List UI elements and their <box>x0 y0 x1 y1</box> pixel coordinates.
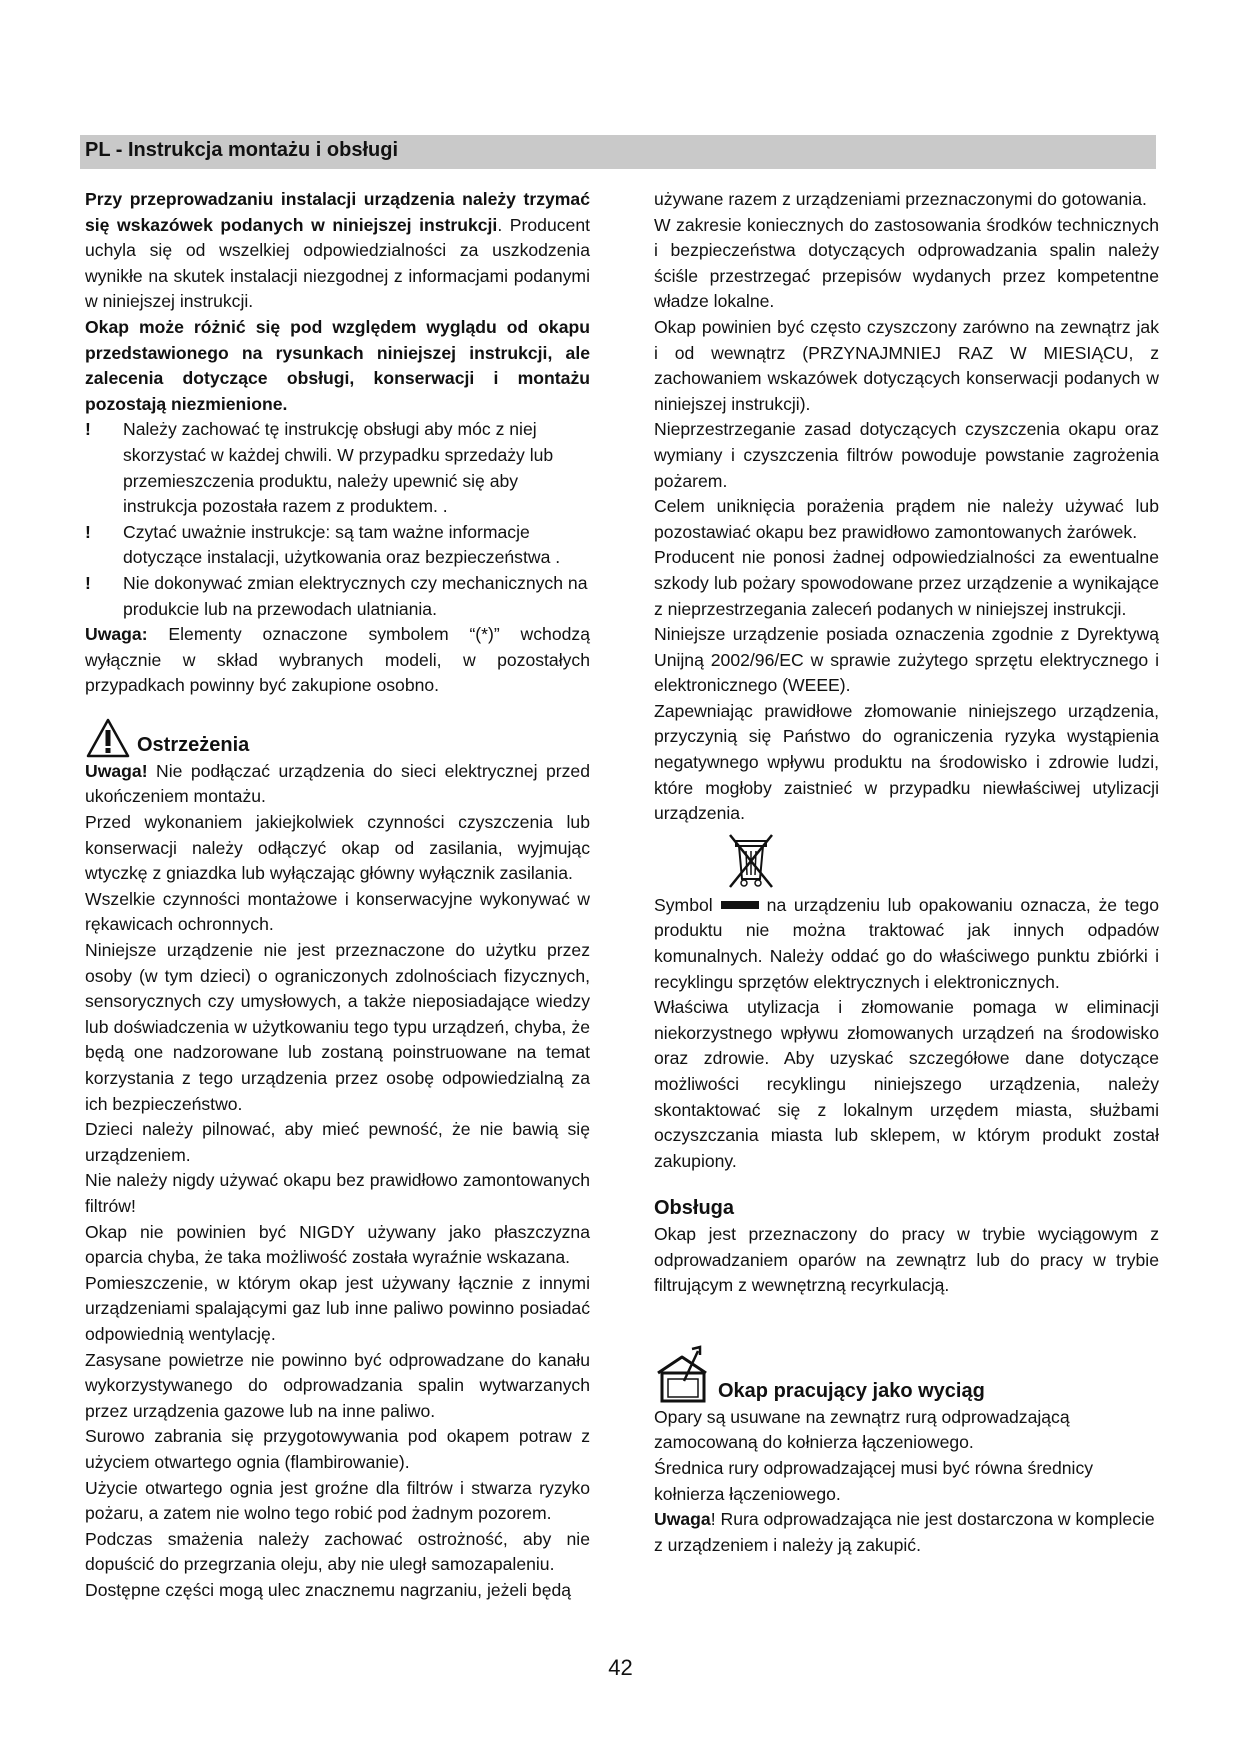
intro-text: Producent uchyla się od wszelkiej odpowiedzialności za uszkodzenia wynikłe na skutek instalacji niezgodnej z informacjami podanymi w niniejszej instrukcji. <box>85 214 590 312</box>
warning-paragraph: Przed wykonaniem jakiejkolwiek czynności czyszczenia lub konserwacji należy odłączyć okap od zasilania, wyjmując wtyczkę z gniazdka lub wyłączając główny wyłącznik zasilania. <box>85 812 590 884</box>
uwaga-label: Uwaga: <box>85 624 148 645</box>
bullet-item <box>85 520 590 571</box>
warning-uwaga-text: Nie podłączać urządzenia do sieci elektrycznej przed ukończeniem montażu. <box>85 760 590 807</box>
text-paragraph: Celem uniknięcia porażenia prądem nie należy używać lub pozostawiać okapu bez prawidłowo zamontowanych żarówek. <box>654 496 1159 542</box>
house-duct-icon <box>654 1343 714 1405</box>
warning-paragraph: Podczas smażenia należy zachować ostrożność, aby nie dopuścić do przegrzania oleju, aby nie uległ samozapaleniu. <box>85 1528 590 1575</box>
obsluga-title: Obsługa <box>654 1197 735 1220</box>
warning-uwaga-label: Uwaga! <box>85 760 148 781</box>
intro-dot: . <box>497 214 503 235</box>
symbol-bar-icon <box>721 901 759 909</box>
warning-triangle-icon <box>85 717 131 759</box>
warning-paragraph: Niniejsze urządzenie nie jest przeznaczone do użytku przez osoby (w tym dzieci) o ograniczonych zdolnościach fizycznych, sensorycznych czy umysłowych, a także nieposiadające wiedzy lub doświadczenia w użytkowaniu tego typu urządzeń, chyba, że będą one nadzorowane lub zostaną poinstruowane na temat korzystania z tego urządzenia przez osobę odpowiedzialną za ich bezpieczeństwo. <box>85 940 590 1114</box>
bullet-text: Należy zachować tę instrukcję obsługi aby móc z niej skorzystać w każdej chwili. W przypadku sprzedaży lub przemieszczenia produktu, należy upewnić się aby instrukcja pozostała razem z produktem. . <box>123 419 554 517</box>
text-paragraph: używane razem z urządzeniami przeznaczonymi do gotowania. <box>654 189 1147 209</box>
wyciag-uwaga-text: ! Rura odprowadzająca nie jest dostarczona w komplecie z urządzeniem i należy ją zakupić. <box>654 1509 1155 1555</box>
appearance-note: Okap może różnić się pod względem wyglądu od okapu przedstawionego na rysunkach niniejszej instrukcji, ale zalecenia dotyczące obsługi, konserwacji i montażu pozostają niezmienione. <box>85 316 590 414</box>
uwaga-text: Elementy oznaczone symbolem “(*)” wchodzą wyłącznie w skład wybranych modeli, w pozostałych przypadkach powinny być zakupione osobno. <box>85 624 590 696</box>
crossed-bin-icon <box>724 831 778 891</box>
warning-paragraph: Zasysane powietrze nie powinno być odprowadzane do kanału wykorzystywanego do odprowadzania spalin wytwarzanych przez urządzenia gazowe lub na inne paliwo. <box>85 1349 590 1421</box>
obsluga-paragraph: Okap jest przeznaczony do pracy w trybie wyciągowym z odprowadzaniem oparów na zewnątrz lub do pracy w trybie filtrującym z wewnętrzną recyrkulacją. <box>654 1223 1159 1296</box>
warning-paragraph: Dostępne części mogą ulec znacznemu nagrzaniu, jeżeli będą <box>85 1579 572 1600</box>
warning-paragraph: Użycie otwartego ognia jest groźne dla filtrów i stwarza ryzyko pożaru, a zatem nie wolno tego robić pod żadnym pozorem. <box>85 1477 590 1524</box>
warning-paragraph: Nie należy nigdy używać okapu bez prawidłowo zamontowanych filtrów! <box>85 1170 590 1216</box>
bullet-text: Nie dokonywać zmian elektrycznych czy mechanicznych na produkcie lub na przewodach ulatniania. <box>123 572 588 619</box>
weee-symbol <box>724 831 1159 891</box>
section-title: PL - Instrukcja montażu i obsługi <box>85 139 398 161</box>
text-paragraph: Nieprzestrzeganie zasad dotyczących czyszczenia okapu oraz wymiany i czyszczenia filtrów powoduje powstanie zagrożenia pożarem. <box>654 419 1159 491</box>
exclamation-icon: ! <box>85 419 91 440</box>
warning-paragraph: Pomieszczenie, w którym okap jest używany łącznie z innymi urządzeniami spalającymi gaz lub inne paliwo powinno posiadać odpowiednią wentylację. <box>85 1272 590 1344</box>
bullet-text: Czytać uważnie instrukcje: są tam ważne informacje dotyczące instalacji, użytkowania oraz bezpieczeństwa . <box>123 521 561 568</box>
warnings-title: Ostrzeżenia <box>137 734 250 757</box>
warning-paragraph: Wszelkie czynności montażowe i konserwacyjne wykonywać w rękawicach ochronnych. <box>85 888 590 935</box>
warnings-heading <box>85 713 590 759</box>
wyciag-uwaga <box>654 1507 1159 1558</box>
text-paragraph: Producent nie ponosi żadnej odpowiedzialności za ewentualne szkody lub pożary spowodowane przez urządzenie a wynikające z nieprzestrzegania zaleceń podanych w niniejszej instrukcji. <box>654 547 1159 619</box>
warning-paragraph: Dzieci należy pilnować, aby mieć pewność, że nie bawią się urządzeniem. <box>85 1119 590 1165</box>
section-header <box>80 135 1156 169</box>
intro-bold-text: Przy przeprowadzaniu instalacji urządzenia należy trzymać się wskazówek podanych w niniejszej instrukcji <box>85 189 590 235</box>
wyciag-paragraph: Średnica rury odprowadzającej musi być równa średnicy kołnierza łączeniowego. <box>654 1457 1094 1504</box>
symbol-paragraph <box>654 893 1159 995</box>
bullet-item <box>85 417 590 519</box>
page-number: 42 <box>608 1655 633 1680</box>
left-column <box>85 187 590 1603</box>
warning-uwaga <box>85 759 590 810</box>
exclamation-icon: ! <box>85 572 91 593</box>
recycling-paragraph: Właściwa utylizacja i złomowanie pomaga w eliminacji niekorzystnego wpływu złomowanych urządzeń na środowisko oraz zdrowie. Aby uzyskać szczegółowe dane dotyczące możliwości recyklingu niniejszego urządzenia, należy skontaktować się z lokalnym urzędem miasta, służbami oczyszczania miasta lub sklepem, w którym produkt został zakupiony. <box>654 997 1159 1171</box>
text-paragraph: W zakresie koniecznych do zastosowania środków technicznych i bezpieczeństwa dotyczących odprowadzania spalin należy ściśle przestrzegać przepisów wydanych przez kompetentne władze lokalne. <box>654 214 1159 312</box>
symbol-label: Symbol <box>654 894 713 915</box>
warning-paragraph: Surowo zabrania się przygotowywania pod okapem potraw z użyciem otwartego ognia (flambirowanie). <box>85 1426 590 1472</box>
uwaga-note <box>85 622 590 699</box>
text-paragraph: Zapewniając prawidłowe złomowanie niniejszego urządzenia, przyczynią się Państwo do ograniczenia ryzyka wystąpienia negatywnego wpływu produktu na środowisko i zdrowie ludzi, które mogłoby zaistnieć w przypadku niewłaściwej utylizacji urządzenia. <box>654 700 1159 824</box>
exclamation-icon: ! <box>85 521 91 542</box>
warning-paragraph: Okap nie powinien być NIGDY używany jako płaszczyzna oparcia chyba, że taka możliwość została wyraźnie wskazana. <box>85 1221 590 1268</box>
intro-paragraph <box>85 187 590 315</box>
right-column <box>654 187 1159 1558</box>
text-paragraph: Okap powinien być często czyszczony zarówno na zewnątrz jak i od wewnątrz (PRZYNAJMNIEJ RAZ W MIESIĄCU, z zachowaniem wskazówek dotyczących konserwacji podanych w niniejszej instrukcji). <box>654 316 1159 414</box>
text-paragraph: Niniejsze urządzenie posiada oznaczenia zgodnie z Dyrektywą Unijną 2002/96/EC w sprawie zużytego sprzętu elektrycznego i elektronicznego (WEEE). <box>654 624 1159 696</box>
wyciag-uwaga-label: Uwaga <box>654 1509 711 1530</box>
bullet-item <box>85 571 590 622</box>
wyciag-heading <box>654 1341 1159 1405</box>
symbol-text: na urządzeniu lub opakowaniu oznacza, że tego produktu nie można traktować jak innych odpadów komunalnych. Należy oddać go do właściwego punktu zbiórki i recyklingu sprzętów elektrycznych i elektronicznych. <box>654 894 1159 992</box>
wyciag-title: Okap pracujący jako wyciąg <box>718 1380 985 1403</box>
wyciag-paragraph: Opary są usuwane na zewnątrz rurą odprowadzającą zamocowaną do kołnierza łączeniowego. <box>654 1406 1070 1453</box>
